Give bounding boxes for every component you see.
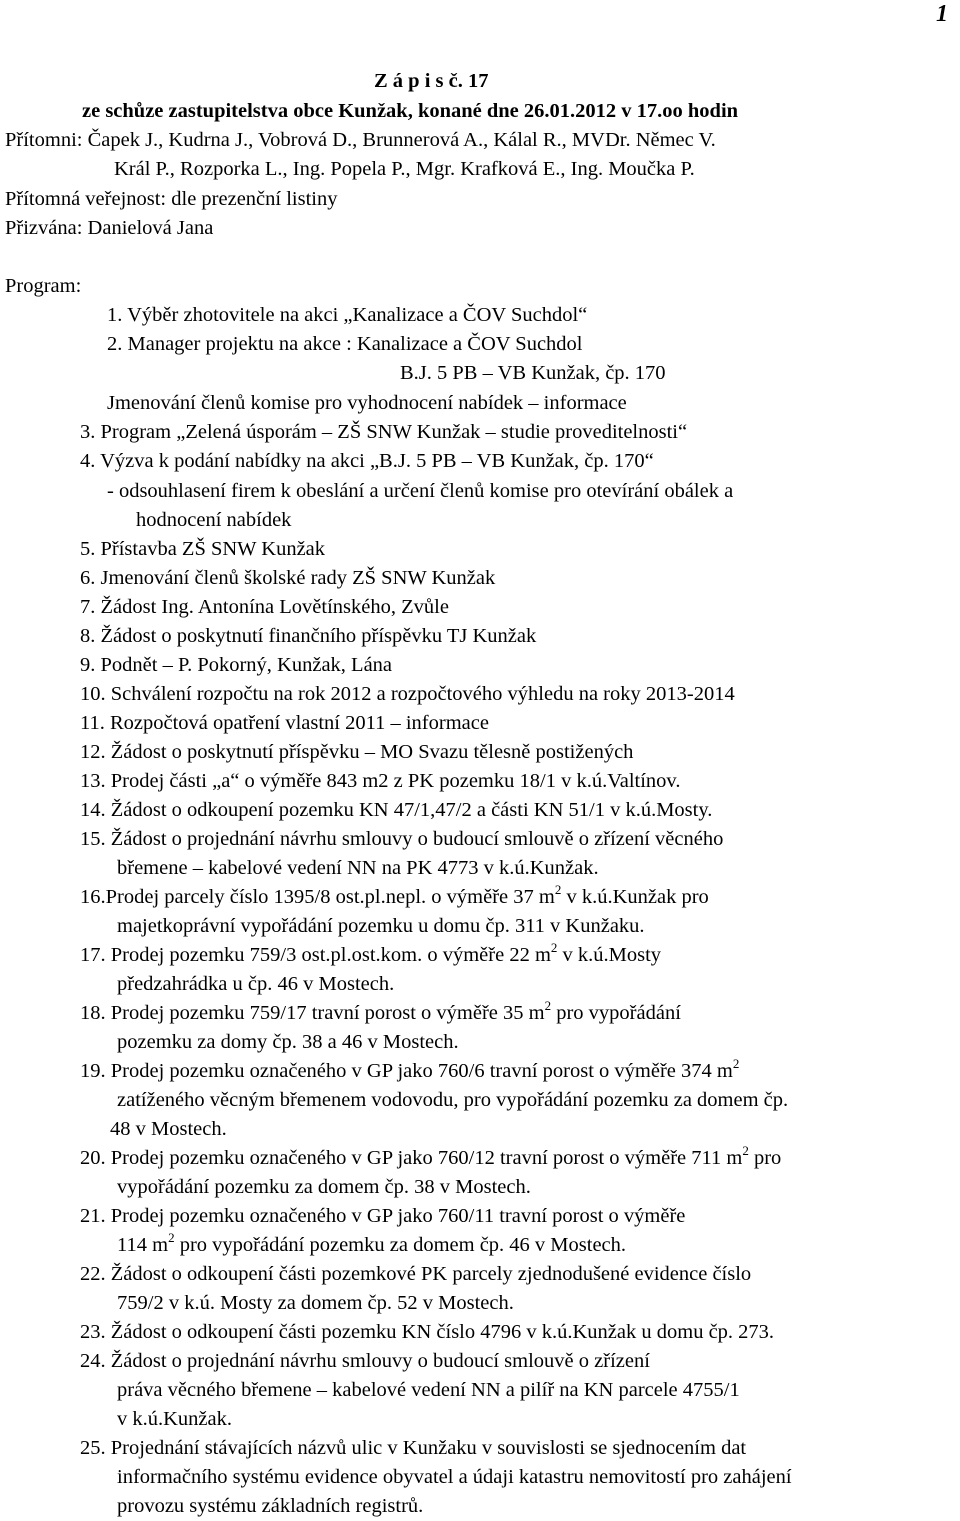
superscript: 2	[168, 1230, 175, 1245]
program-line: břemene – kabelové vedení NN na PK 4773 v k.ú.Kunžak.	[117, 857, 599, 879]
attendees-line-2: Král P., Rozporka L., Ing. Popela P., Mgr. Krafková E., Ing. Moučka P.	[114, 158, 695, 180]
program-line: 11. Rozpočtová opatření vlastní 2011 – informace	[80, 712, 489, 734]
program-heading: Program:	[5, 275, 82, 297]
meeting-subtitle: ze schůze zastupitelstva obce Kunžak, konané dne 26.01.2012 v 17.oo hodin	[82, 100, 739, 122]
superscript: 2	[742, 1143, 749, 1158]
program-line: 23. Žádost o odkoupení části pozemku KN číslo 4796 v k.ú.Kunžak u domu čp. 273.	[80, 1321, 775, 1343]
program-line: 15. Žádost o projednání návrhu smlouvy o budoucí smlouvě o zřízení věcného	[80, 828, 724, 850]
invited-guest: Přizvána: Danielová Jana	[5, 217, 214, 239]
program-line: práva věcného břemene – kabelové vedení NN a pilíř na KN parcele 4755/1	[117, 1379, 740, 1401]
program-line: 6. Jmenování členů školské rady ZŠ SNW Kunžak	[80, 567, 496, 589]
program-line: vypořádání pozemku za domem čp. 38 v Mostech.	[117, 1176, 531, 1198]
program-line: 18. Prodej pozemku 759/17 travní porost o výměře 35 $m^2$ pro vypořádání	[80, 998, 681, 1024]
program-line: 759/2 v k.ú. Mosty za domem čp. 52 v Mostech.	[117, 1292, 514, 1314]
superscript: 2	[544, 998, 552, 1013]
program-line: 25. Projednání stávajících názvů ulic v Kunžaku v souvislosti se sjednocením dat	[80, 1437, 747, 1459]
program-line: v k.ú.Kunžak.	[117, 1408, 233, 1430]
program-line: majetkoprávní vypořádání pozemku u domu čp. 311 v Kunžaku.	[117, 915, 645, 937]
program-line: 10. Schválení rozpočtu na rok 2012 a rozpočtového výhledu na roky 2013-2014	[80, 683, 735, 705]
program-line: 17. Prodej pozemku 759/3 ost.pl.ost.kom. o výměře 22 $m^2$ v k.ú.Mosty	[80, 940, 662, 966]
program-line: 9. Podnět – P. Pokorný, Kunžak, Lána	[80, 654, 393, 676]
program-line: 13. Prodej části „a“ o výměře 843 m2 z PK pozemku 18/1 v k.ú.Valtínov.	[80, 770, 681, 792]
program-line: B.J. 5 PB – VB Kunžak, čp. 170	[400, 362, 666, 384]
program-line: 20. Prodej pozemku označeného v GP jako 760/12 travní porost o výměře 711 $m^2$ pro	[80, 1143, 782, 1169]
program-line: pozemku za domy čp. 38 a 46 v Mostech.	[117, 1031, 459, 1053]
program-line: 8. Žádost o poskytnutí finančního příspěvku TJ Kunžak	[80, 625, 537, 647]
public-attendance: Přítomná veřejnost: dle prezenční listiny	[5, 188, 338, 210]
program-line: 22. Žádost o odkoupení části pozemkové PK parcely zjednodušené evidence číslo	[80, 1263, 752, 1285]
program-line: 48 v Mostech.	[110, 1118, 227, 1140]
program-line: - odsouhlasení firem k obeslání a určení členů komise pro otevírání obálek a	[107, 480, 734, 502]
program-line: 114 $m^2$ pro vypořádání pozemku za domem čp. 46 v Mostech.	[117, 1230, 627, 1256]
page-number: 1	[936, 1, 948, 27]
superscript: 2	[550, 940, 558, 955]
program-line: předzahrádka u čp. 46 v Mostech.	[117, 973, 395, 995]
program-line: 3. Program „Zelená úsporám – ZŠ SNW Kunžak – studie proveditelnosti“	[80, 421, 688, 443]
program-line: 4. Výzva k podání nabídky na akci „B.J. 5 PB – VB Kunžak, čp. 170“	[80, 450, 654, 472]
program-line: 19. Prodej pozemku označeného v GP jako 760/6 travní porost o výměře 374 $m^2$	[80, 1056, 740, 1082]
program-line: informačního systému evidence obyvatel a údaji katastru nemovitostí pro zahájení	[117, 1466, 792, 1488]
program-line: 1. Výběr zhotovitele na akci „Kanalizace a ČOV Suchdol“	[107, 304, 588, 326]
superscript: 2	[554, 882, 562, 897]
program-line: zatíženého věcným břemenem vodovodu, pro vypořádání pozemku za domem čp.	[117, 1089, 789, 1111]
program-line: Jmenování členů komise pro vyhodnocení nabídek – informace	[107, 392, 627, 414]
attendees-line-1: Přítomni: Čapek J., Kudrna J., Vobrová D., Brunnerová A., Kálal R., MVDr. Němec V.	[5, 129, 716, 151]
document-title: Z á p i s č. 17	[374, 70, 489, 92]
program-line: provozu systému základních registrů.	[117, 1495, 424, 1517]
program-line: 24. Žádost o projednání návrhu smlouvy o budoucí smlouvě o zřízení	[80, 1350, 650, 1372]
program-line: 2. Manager projektu na akce : Kanalizace a ČOV Suchdol	[107, 333, 583, 355]
program-line: 21. Prodej pozemku označeného v GP jako 760/11 travní porost o výměře	[80, 1205, 686, 1227]
program-line: 12. Žádost o poskytnutí příspěvku – MO Svazu tělesně postižených	[80, 741, 634, 763]
program-line: 5. Přístavba ZŠ SNW Kunžak	[80, 538, 326, 560]
superscript: 2	[732, 1056, 740, 1071]
program-line: 16.Prodej parcely číslo 1395/8 ost.pl.nepl. o výměře 37 $m^2$ v k.ú.Kunžak pro	[80, 882, 709, 908]
program-line: 14. Žádost o odkoupení pozemku KN 47/1,47/2 a části KN 51/1 v k.ú.Mosty.	[80, 799, 713, 821]
program-line: 7. Žádost Ing. Antonína Lovětínského, Zvůle	[80, 596, 449, 618]
program-line: hodnocení nabídek	[136, 509, 292, 531]
